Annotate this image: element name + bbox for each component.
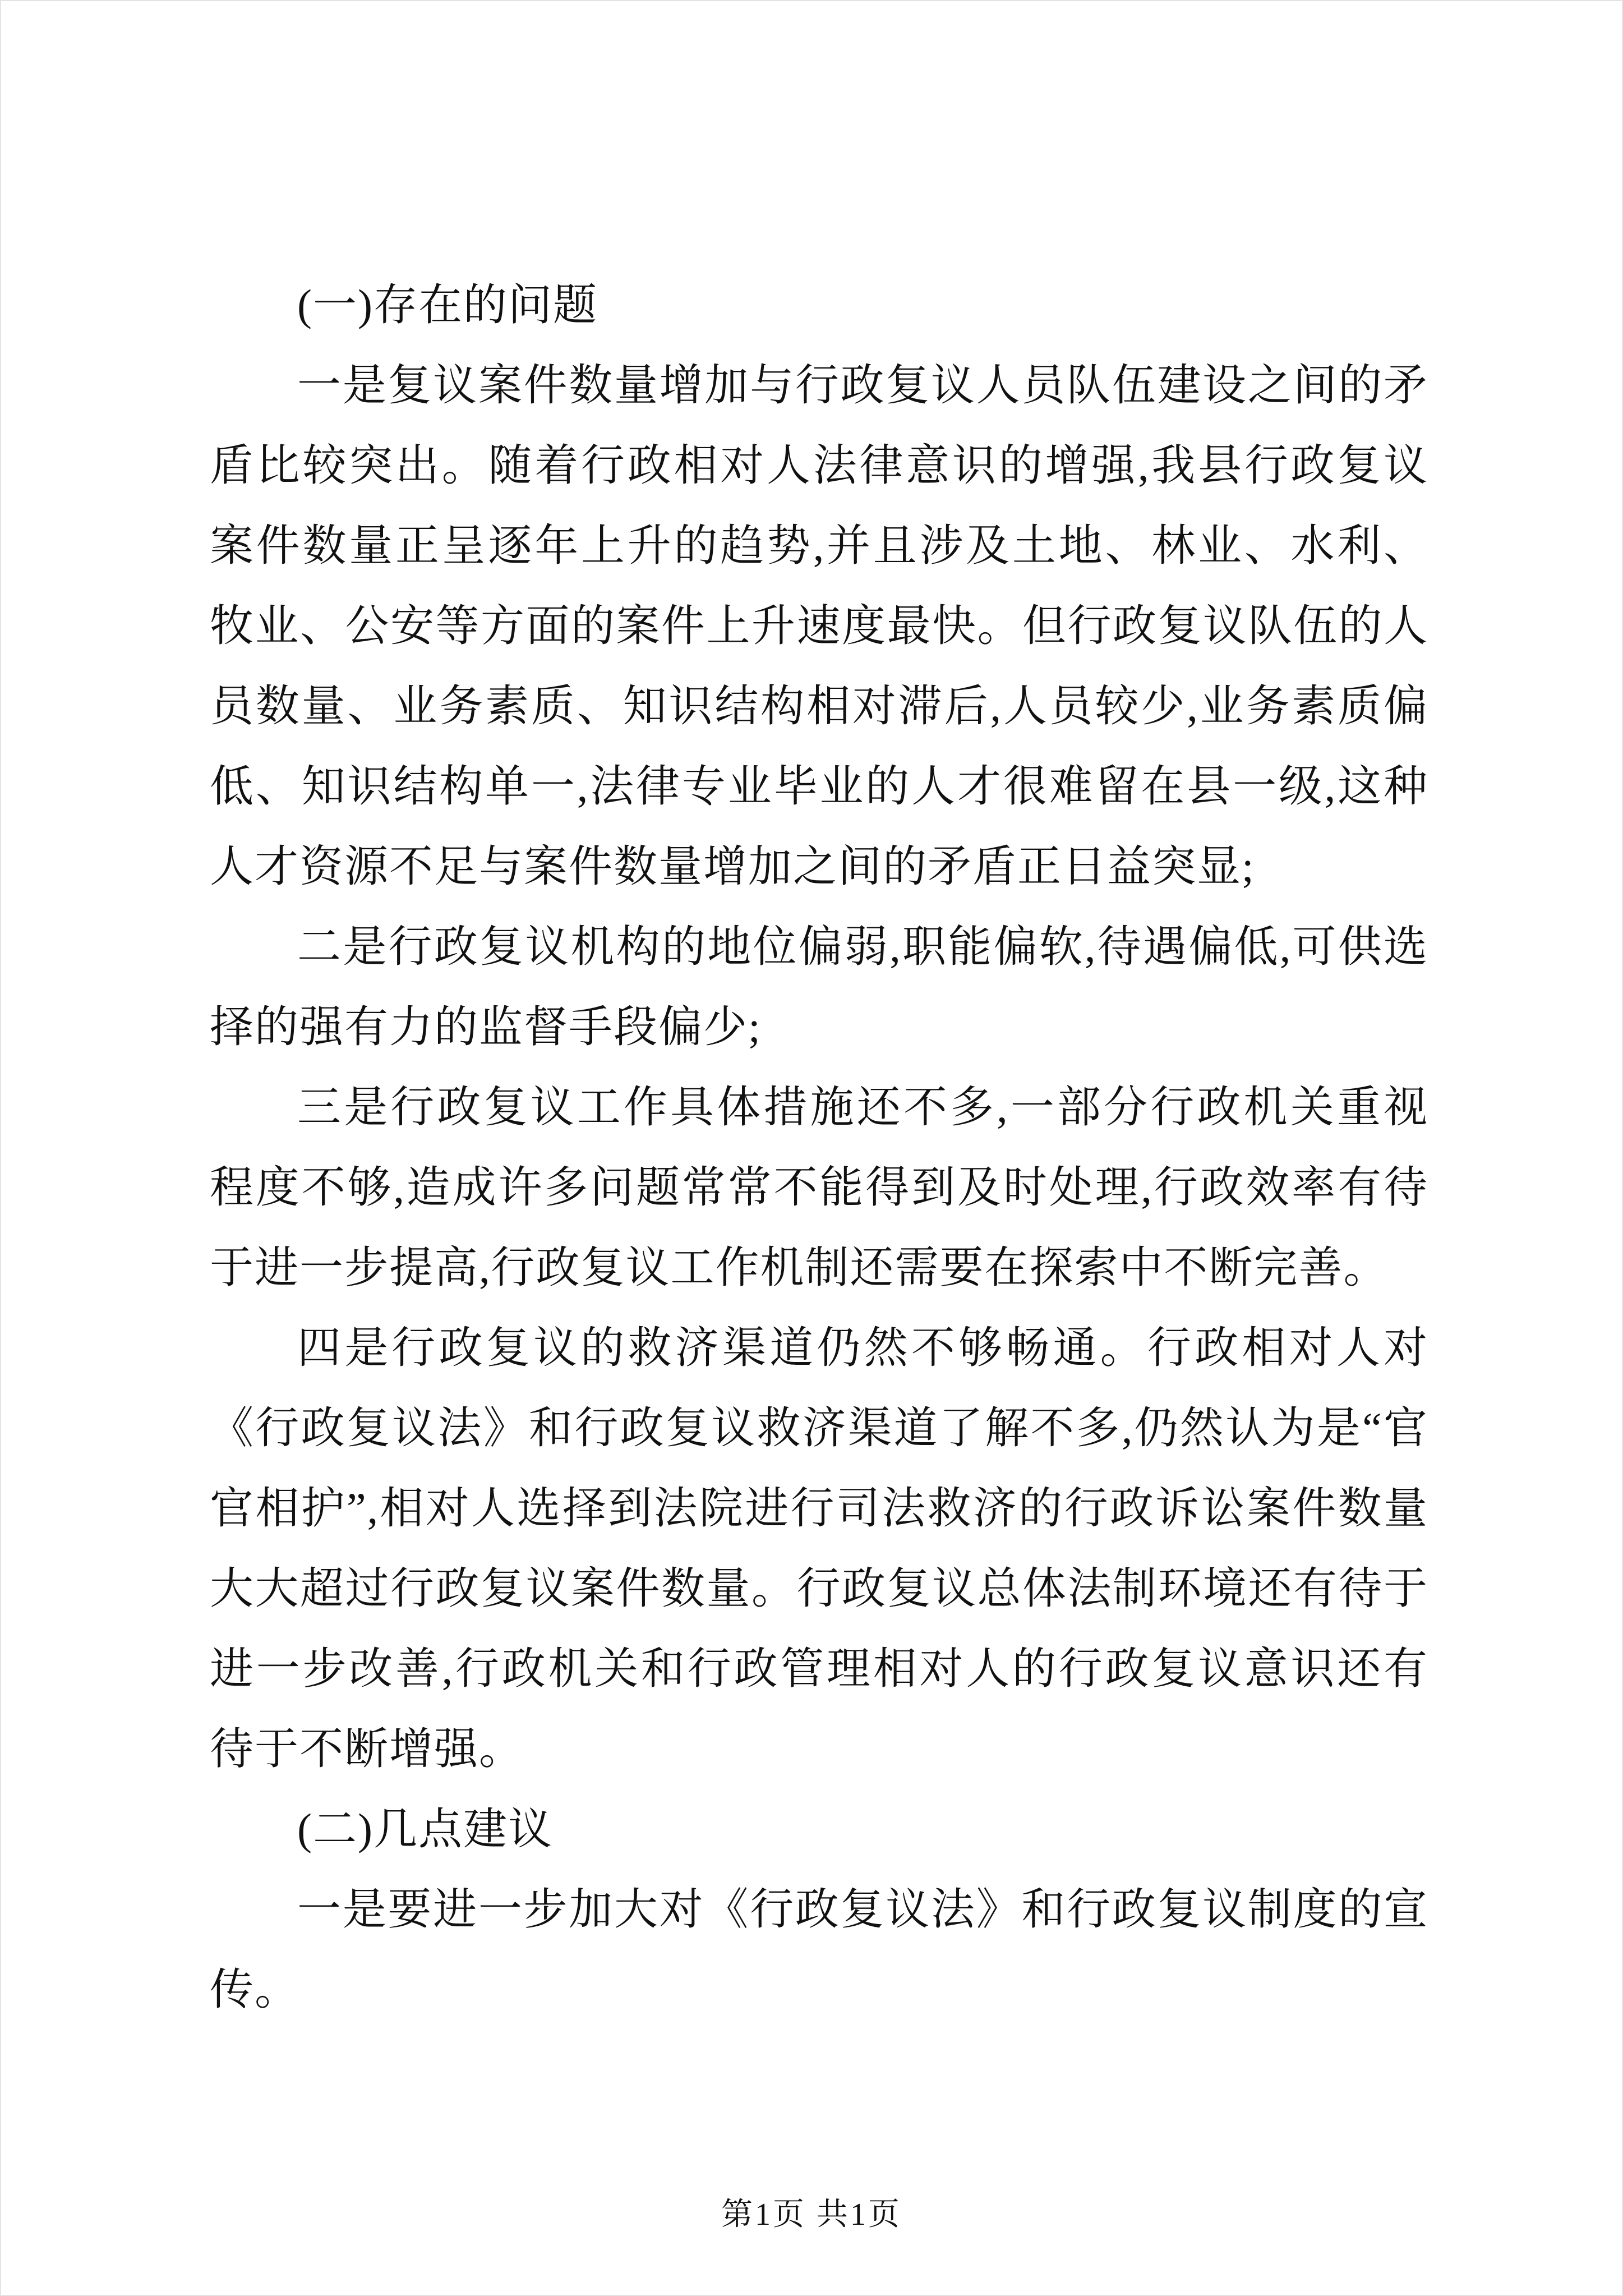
document-body	[210, 265, 1428, 2030]
section-heading: (二)几点建议	[297, 1805, 553, 1853]
paragraph: 四是行政复议的救济渠道仍然不够畅通。行政相对人对《行政复议法》和行政复议救济渠道了解不多,仍然认为是“官官相护”,相对人选择到法院进行司法救济的行政诉讼案件数量大大超过行政复议案件数量。行政复议总体法制环境还有待于进一步改善,行政机关和行政管理相对人的行政复议意识还有待于不断增强。	[210, 1323, 1428, 1773]
section-heading: (一)存在的问题	[297, 280, 598, 329]
page-number: 第1页 共1页	[721, 2197, 902, 2232]
paragraph: 一是复议案件数量增加与行政复议人员队伍建设之间的矛盾比较突出。随着行政相对人法律意识的增强,我县行政复议案件数量正呈逐年上升的趋势,并且涉及土地、林业、水利、牧业、公安等方面的案件上升速度最快。但行政复议队伍的人员数量、业务素质、知识结构相对滞后,人员较少,业务素质偏低、知识结构单一,法律专业毕业的人才很难留在县一级,这种人才资源不足与案件数量增加之间的矛盾正日益突显;	[210, 361, 1428, 891]
paragraph: 一是要进一步加大对《行政复议法》和行政复议制度的宣传。	[210, 1885, 1428, 2014]
paragraph: 三是行政复议工作具体措施还不多,一部分行政机关重视程度不够,造成许多问题常常不能得到及时处理,行政效率有待于进一步提高,行政复议工作机制还需要在探索中不断完善。	[210, 1083, 1428, 1292]
paragraph: 二是行政复议机构的地位偏弱,职能偏软,待遇偏低,可供选择的强有力的监督手段偏少;	[210, 922, 1428, 1051]
page-footer	[1, 2189, 1622, 2234]
